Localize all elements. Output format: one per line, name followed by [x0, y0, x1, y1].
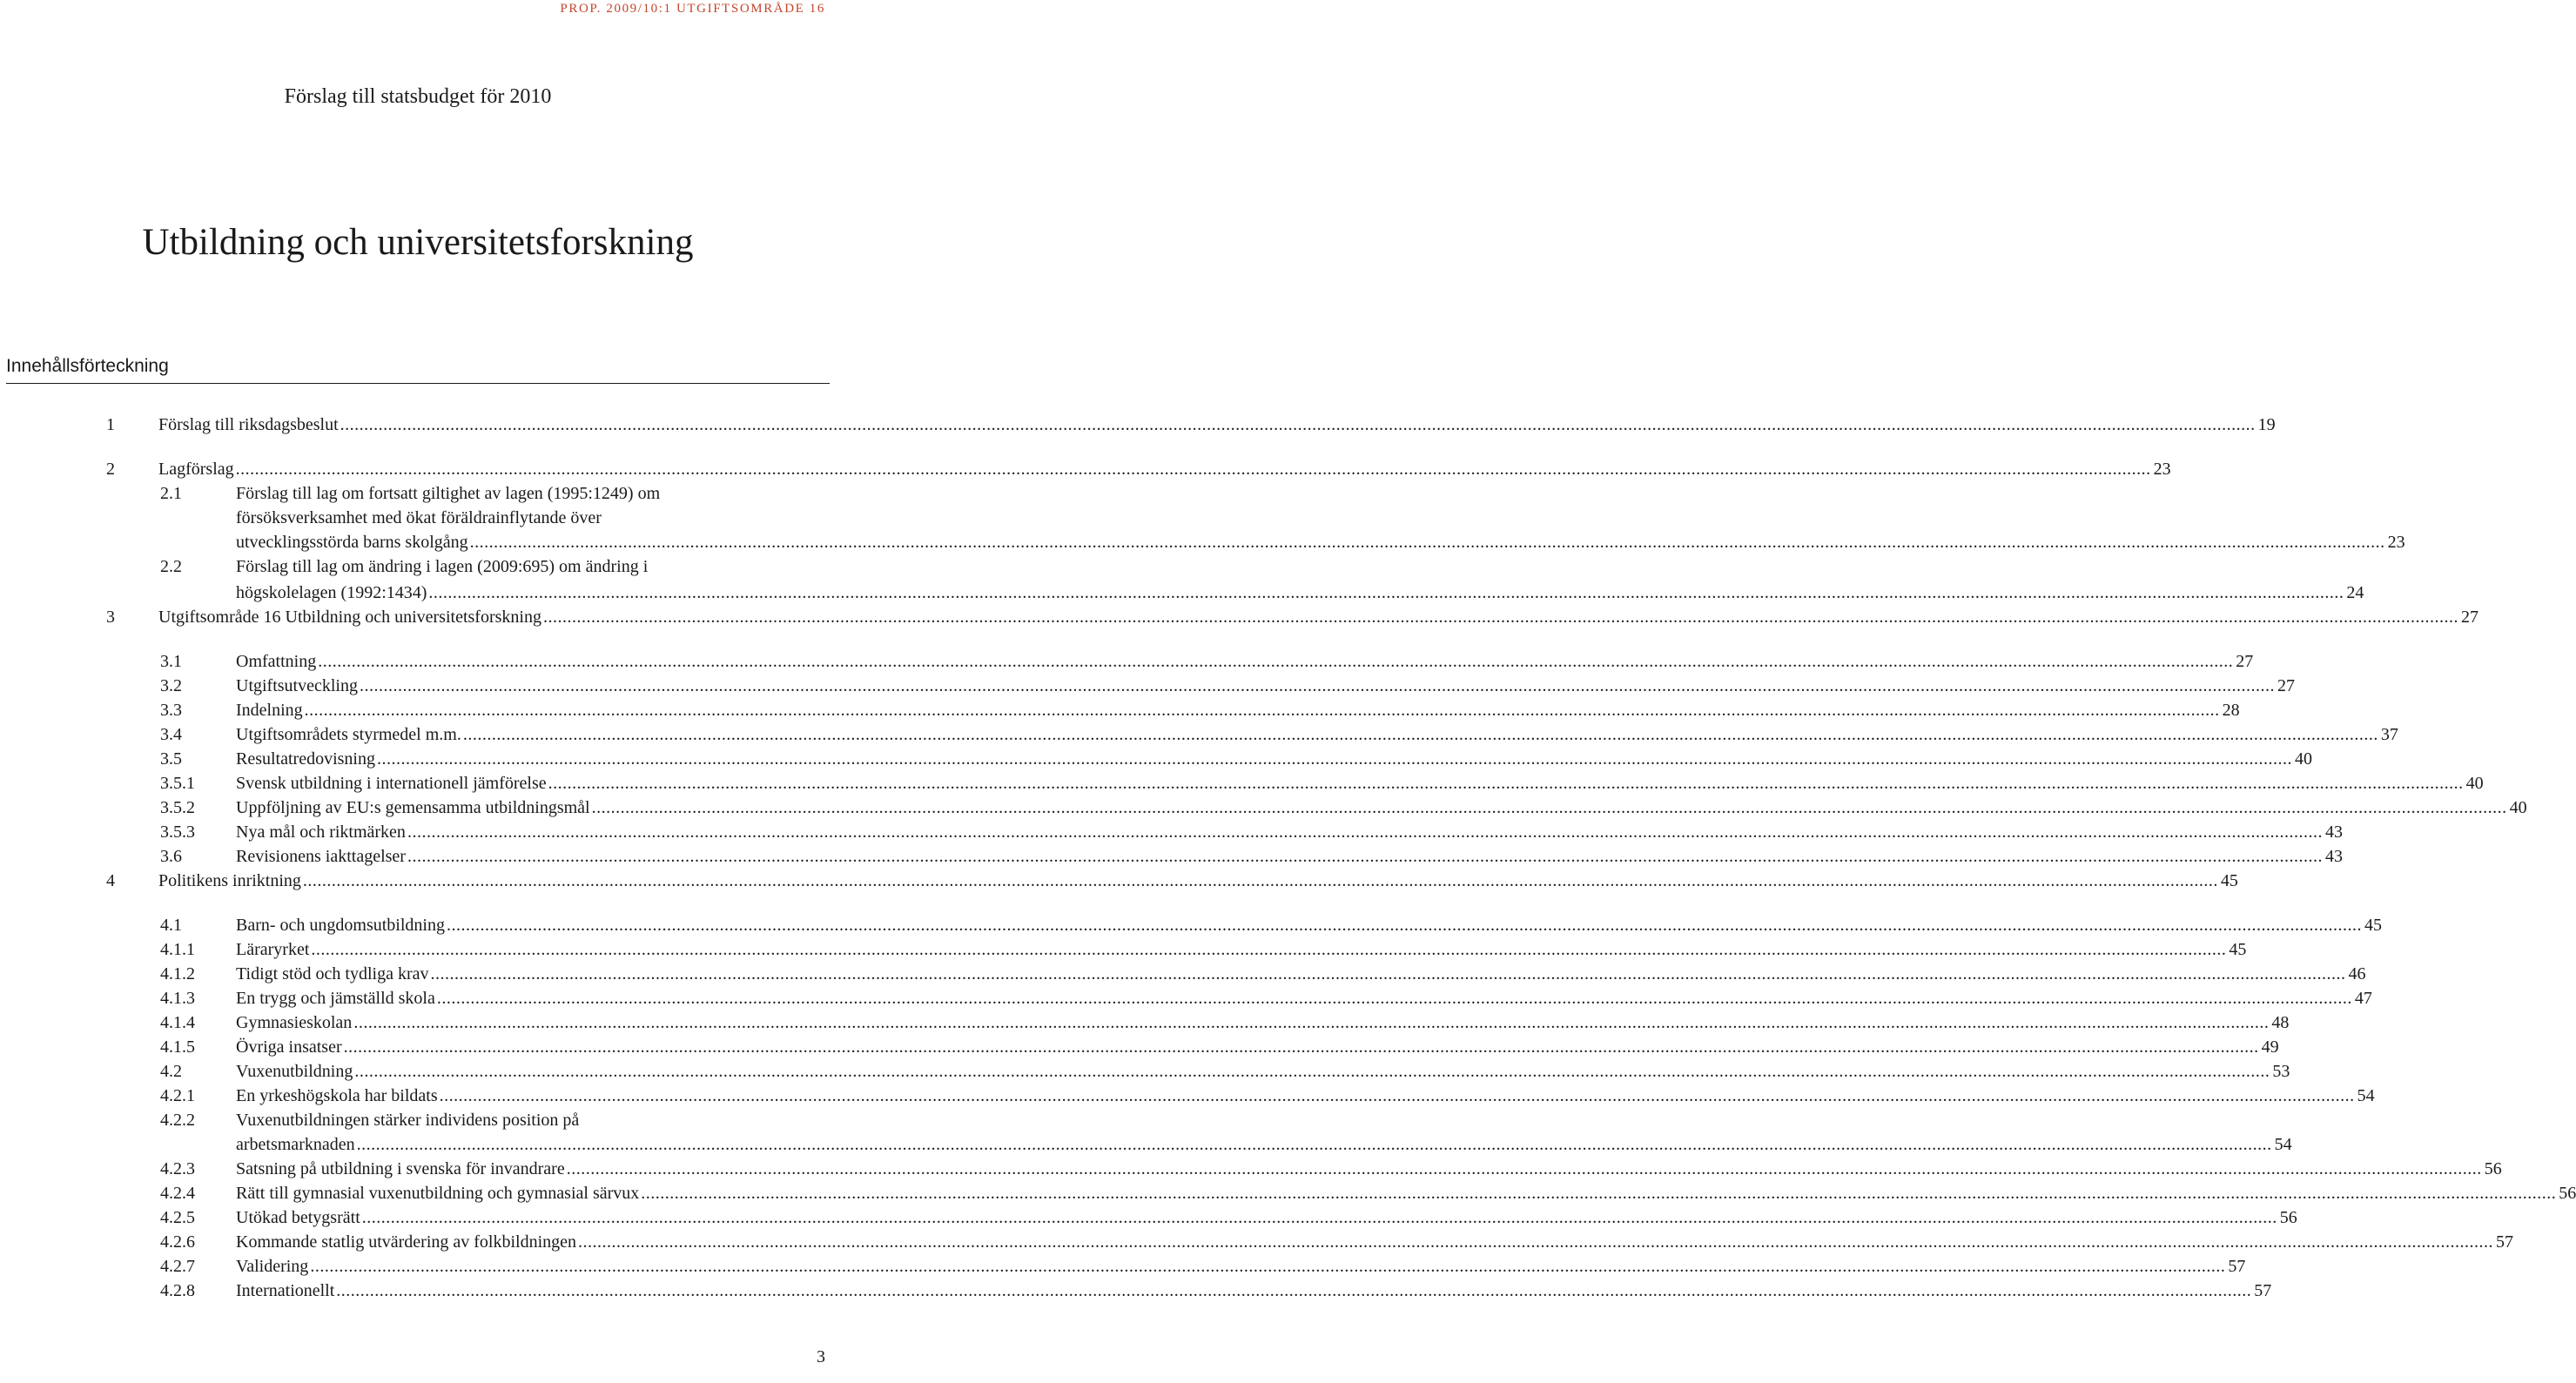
toc-entry-line [0, 1157, 2502, 1182]
toc-entry-line [0, 796, 2527, 821]
toc-entry-line [0, 820, 2343, 845]
toc-entry-page: 48 [2271, 1013, 2290, 1032]
toc-entry-title: Vuxenutbildningen stärker individens position på [236, 1111, 580, 1130]
toc-entry-number: 3.5.2 [160, 798, 195, 817]
toc-leader-dots: ................................................................................................................................................................................................................................................................................................................................................................................................................ [407, 847, 2323, 866]
toc-entry-line [0, 1279, 2272, 1304]
toc-leader-dots: ................................................................................................................................................................................................................................................................................................................................................................................................................ [336, 1281, 2252, 1300]
toc-entry-line [0, 1059, 2290, 1084]
toc-entry-line [0, 1035, 2279, 1060]
toc-entry-number: 4.1.5 [160, 1037, 195, 1057]
toc-entry-title: En yrkeshögskola har bildats [236, 1086, 438, 1105]
toc-entry-page: 24 [2346, 583, 2364, 602]
toc-entry-title: Politikens inriktning [158, 871, 301, 890]
toc-leader-dots: ................................................................................................................................................................................................................................................................................................................................................................................................................ [446, 916, 2362, 935]
toc-entry-line [0, 1230, 2514, 1255]
toc-entry-line [0, 581, 2364, 606]
toc-entry-line [0, 962, 2366, 987]
toc-entry-title: Övriga insatser [236, 1037, 342, 1057]
toc-entry-number: 3.6 [160, 847, 182, 866]
toc-entry-line [0, 844, 2343, 869]
toc-entry-title: Tidigt stöd och tydliga krav [236, 964, 429, 984]
toc-leader-dots: ................................................................................................................................................................................................................................................................................................................................................................................................................ [359, 676, 2275, 695]
toc-entry-title: Indelning [236, 701, 303, 720]
toc-leader-dots: ................................................................................................................................................................................................................................................................................................................................................................................................................ [343, 1037, 2259, 1057]
toc-entry-title: Förslag till lag om fortsatt giltighet av lagen (1995:1249) om [236, 484, 661, 503]
toc-leader-dots: ................................................................................................................................................................................................................................................................................................................................................................................................................ [302, 871, 2218, 890]
toc-entry-page: 54 [2357, 1086, 2375, 1105]
toc-leader-dots: ................................................................................................................................................................................................................................................................................................................................................................................................................ [310, 1257, 2226, 1276]
toc-entry-number: 3.5 [160, 749, 182, 769]
toc-entry-number: 4 [106, 871, 115, 890]
toc-entry-number: 4.1 [160, 916, 182, 935]
toc-entry-number: 4.2.8 [160, 1281, 195, 1300]
toc-leader-dots: ................................................................................................................................................................................................................................................................................................................................................................................................................ [548, 774, 2464, 793]
toc-entry-title: Uppföljning av EU:s gemensamma utbildningsmål [236, 798, 590, 817]
toc-leader-dots: ................................................................................................................................................................................................................................................................................................................................................................................................................ [428, 583, 2344, 602]
toc-entry-number: 2.1 [160, 484, 182, 503]
toc-entry-title: Rätt till gymnasial vuxenutbildning och gymnasial särvux [236, 1184, 640, 1203]
toc-entry-title: Gymnasieskolan [236, 1013, 353, 1032]
toc-entry-title: Utgiftsområde 16 Utbildning och universitetsforskning [158, 608, 541, 627]
toc-leader-dots: ................................................................................................................................................................................................................................................................................................................................................................................................................ [311, 940, 2227, 959]
toc-entry-title: Nya mål och riktmärken [236, 822, 406, 842]
toc-leader-dots: ................................................................................................................................................................................................................................................................................................................................................................................................................ [376, 749, 2292, 769]
toc-entry-title: Internationellt [236, 1281, 335, 1300]
toc-entry-line [0, 457, 2171, 482]
toc-entry-title: Lagförslag [158, 460, 234, 479]
toc-entry-page: 23 [2387, 533, 2405, 552]
toc-entry-number: 3.5.1 [160, 774, 195, 793]
toc-entry-title: försöksverksamhet med ökat föräldrainflytande över [236, 508, 602, 527]
toc-entry-title: En trygg och jämställd skola [236, 989, 435, 1008]
toc-entry-number: 4.2.7 [160, 1257, 195, 1276]
toc-entry-title: Resultatredovisning [236, 749, 375, 769]
toc-entry-page: 40 [2294, 749, 2312, 769]
toc-entry-line [0, 869, 2238, 894]
toc-entry-page: 45 [2364, 916, 2382, 935]
toc-leader-dots: ................................................................................................................................................................................................................................................................................................................................................................................................................ [439, 1086, 2355, 1105]
toc-entry-number: 3.4 [160, 725, 182, 744]
toc-entry-title: Kommande statlig utvärdering av folkbildningen [236, 1232, 577, 1252]
toc-entry-number: 4.1.2 [160, 964, 195, 984]
toc-leader-dots: ................................................................................................................................................................................................................................................................................................................................................................................................................ [361, 1208, 2277, 1227]
toc-entry-line [0, 698, 2240, 723]
toc-entry-line [0, 554, 836, 580]
toc-leader-dots: ................................................................................................................................................................................................................................................................................................................................................................................................................ [356, 1135, 2272, 1154]
toc-entry-line [0, 649, 2254, 675]
toc-entry-page: 45 [2220, 871, 2238, 890]
toc-entry-title: högskolelagen (1992:1434) [236, 583, 427, 602]
toc-entry-number: 2.2 [160, 557, 182, 576]
toc-entry-number: 4.2.1 [160, 1086, 195, 1105]
toc-entry-page: 46 [2348, 964, 2366, 984]
toc-entry-number: 3 [106, 608, 115, 627]
toc-entry-title: utvecklingsstörda barns skolgång [236, 533, 468, 552]
toc-entry-line [0, 747, 2312, 772]
toc-entry-page: 27 [2236, 652, 2254, 671]
toc-entry-page: 43 [2324, 847, 2343, 866]
toc-entry-title: Barn- och ungdomsutbildning [236, 916, 445, 935]
toc-entry-title: Validering [236, 1257, 309, 1276]
toc-entry-line [0, 674, 2295, 699]
toc-leader-dots: ................................................................................................................................................................................................................................................................................................................................................................................................................ [436, 989, 2352, 1008]
toc-entry-title: Utgiftsutveckling [236, 676, 358, 695]
toc-entry-number: 3.5.3 [160, 822, 195, 842]
document-subtitle: Förslag till statsbudget för 2010 [284, 85, 552, 108]
toc-entry-number: 4.1.3 [160, 989, 195, 1008]
toc-entry-page: 57 [2496, 1232, 2514, 1252]
toc-entry-page: 57 [2228, 1257, 2246, 1276]
toc-entry-line [0, 1254, 2246, 1279]
toc-leader-dots: ................................................................................................................................................................................................................................................................................................................................................................................................................ [542, 608, 2458, 627]
toc-leader-dots: ................................................................................................................................................................................................................................................................................................................................................................................................................ [469, 533, 2385, 552]
toc-entry-page: 27 [2277, 676, 2295, 695]
toc-entry-line [0, 1108, 836, 1133]
toc-leader-dots: ................................................................................................................................................................................................................................................................................................................................................................................................................ [462, 725, 2378, 744]
toc-entry-title: Läraryrket [236, 940, 310, 959]
toc-leader-dots: ................................................................................................................................................................................................................................................................................................................................................................................................................ [318, 652, 2234, 671]
toc-entry-page: 27 [2460, 608, 2478, 627]
toc-entry-line [0, 771, 2484, 796]
toc-entry-title: Satsning på utbildning i svenska för invandrare [236, 1159, 565, 1178]
toc-entry-page: 43 [2324, 822, 2343, 842]
toc-entry-number: 4.2 [160, 1062, 182, 1081]
toc-entry-title: Revisionens iakttagelser [236, 847, 406, 866]
toc-entry-line [0, 530, 2405, 555]
toc-entry-line [0, 913, 2382, 938]
toc-entry-page: 53 [2272, 1062, 2290, 1081]
toc-entry-line [0, 1205, 2297, 1231]
toc-entry-number: 4.2.6 [160, 1232, 195, 1252]
toc-leader-dots: ................................................................................................................................................................................................................................................................................................................................................................................................................ [430, 964, 2346, 984]
toc-entry-page: 47 [2354, 989, 2372, 1008]
toc-entry-line [0, 722, 2398, 748]
toc-entry-number: 4.2.3 [160, 1159, 195, 1178]
toc-leader-dots: ................................................................................................................................................................................................................................................................................................................................................................................................................ [578, 1232, 2494, 1252]
toc-heading: Innehållsförteckning [6, 356, 169, 376]
toc-entry-page: 45 [2229, 940, 2247, 959]
toc-entry-page: 56 [2559, 1184, 2576, 1203]
toc-entry-page: 40 [2465, 774, 2484, 793]
toc-entry-line [0, 506, 836, 531]
toc-entry-number: 4.1.1 [160, 940, 195, 959]
toc-entry-number: 1 [106, 415, 115, 434]
toc-entry-title: Svensk utbildning i internationell jämförelse [236, 774, 547, 793]
toc-leader-dots: ................................................................................................................................................................................................................................................................................................................................................................................................................ [235, 460, 2151, 479]
toc-entry-page: 57 [2254, 1281, 2272, 1300]
toc-leader-dots: ................................................................................................................................................................................................................................................................................................................................................................................................................ [641, 1184, 2557, 1203]
toc-entry-page: 56 [2279, 1208, 2297, 1227]
toc-entry-line [0, 937, 2247, 963]
toc-entry-number: 3.1 [160, 652, 182, 671]
toc-entry-line [0, 1132, 2292, 1158]
toc-leader-dots: ................................................................................................................................................................................................................................................................................................................................................................................................................ [407, 822, 2323, 842]
toc-entry-title: arbetsmarknaden [236, 1135, 355, 1154]
toc-entry-number: 4.1.4 [160, 1013, 195, 1032]
toc-entry-number: 2 [106, 460, 115, 479]
toc-entry-page: 37 [2380, 725, 2398, 744]
running-head: PROP. 2009/10:1 UTGIFTSOMRÅDE 16 [560, 2, 825, 16]
toc-entry-title: Utökad betygsrätt [236, 1208, 360, 1227]
toc-entry-page: 19 [2257, 415, 2276, 434]
toc-entry-title: Förslag till riksdagsbeslut [158, 415, 339, 434]
toc-entry-line [0, 1084, 2375, 1109]
toc-entry-number: 4.2.4 [160, 1184, 195, 1203]
toc-leader-dots: ................................................................................................................................................................................................................................................................................................................................................................................................................ [566, 1159, 2482, 1178]
toc-entry-page: 28 [2222, 701, 2240, 720]
toc-entry-title: Vuxenutbildning [236, 1062, 353, 1081]
toc-leader-dots: ................................................................................................................................................................................................................................................................................................................................................................................................................ [353, 1013, 2270, 1032]
toc-entry-number: 3.3 [160, 701, 182, 720]
page-number: 3 [817, 1347, 825, 1366]
toc-entry-line [0, 605, 2478, 630]
toc-entry-page: 54 [2274, 1135, 2292, 1154]
toc-entry-line [0, 1181, 2576, 1206]
toc-leader-dots: ................................................................................................................................................................................................................................................................................................................................................................................................................ [304, 701, 2220, 720]
toc-entry-number: 4.2.2 [160, 1111, 195, 1130]
toc-leader-dots: ................................................................................................................................................................................................................................................................................................................................................................................................................ [354, 1062, 2270, 1081]
toc-entry-line [0, 986, 2372, 1011]
toc-entry-line [0, 481, 836, 507]
toc-entry-title: Förslag till lag om ändring i lagen (2009:695) om ändring i [236, 557, 649, 576]
toc-entry-page: 56 [2484, 1159, 2502, 1178]
toc-entry-line [0, 1010, 2290, 1036]
toc-entry-title: Utgiftsområdets styrmedel m.m. [236, 725, 461, 744]
toc-entry-number: 3.2 [160, 676, 182, 695]
toc-entry-line [0, 413, 2276, 438]
toc-entry-page: 23 [2153, 460, 2171, 479]
document-title: Utbildning och universitetsforskning [142, 222, 694, 263]
toc-entry-title: Omfattning [236, 652, 317, 671]
toc-entry-number: 4.2.5 [160, 1208, 195, 1227]
toc-entry-page: 49 [2261, 1037, 2279, 1057]
toc-leader-dots: ................................................................................................................................................................................................................................................................................................................................................................................................................ [340, 415, 2256, 434]
toc-entry-page: 40 [2509, 798, 2527, 817]
toc-leader-dots: ................................................................................................................................................................................................................................................................................................................................................................................................................ [591, 798, 2507, 817]
